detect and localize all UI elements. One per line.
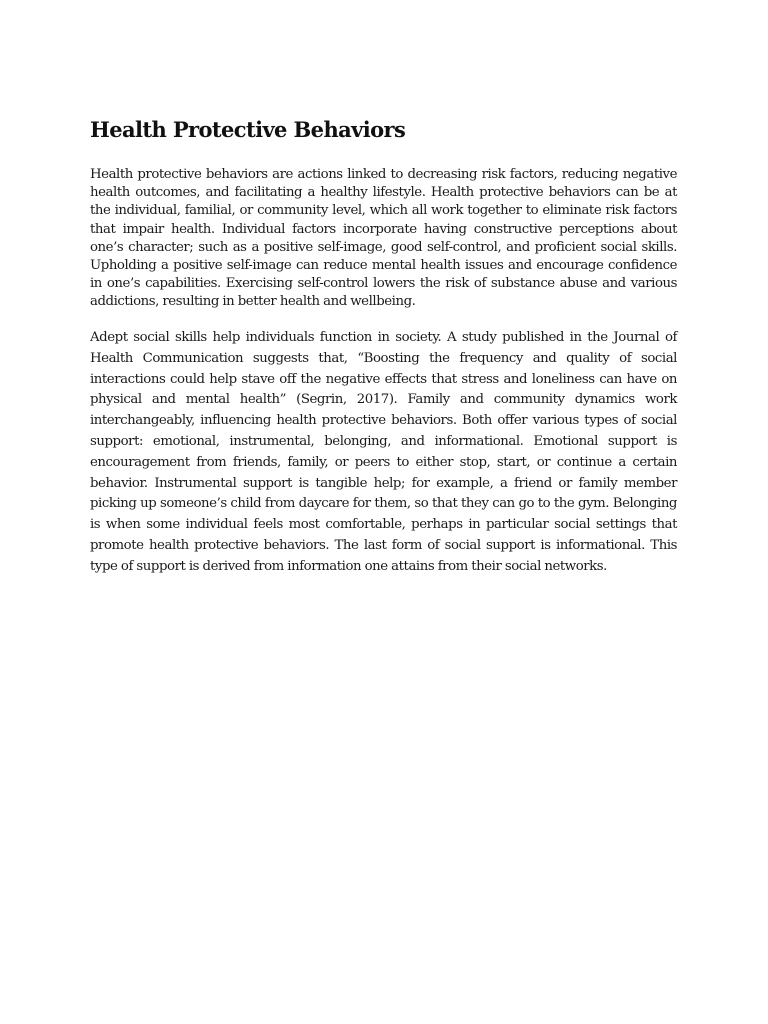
paragraph-social-skills: Adept social skills help individuals function in society. A study published in the Journal of Health Communication suggests that, “Boosting the frequency and quality of social interactions could help stave off the negative effects that stress and loneliness can have on physical and mental health” (Segrin, 2017). Family and community dynamics work interchangeably, influencing health protective behaviors. Both offer various types of social support: emotional, instrumental, belonging, and informational. Emotional support is encouragement from friends, family, or peers to either stop, start, or continue a certain behavior. Instrumental support is tangible help; for example, a friend or family member picking up someone’s child from daycare for them, so that they can go to the gym. Belonging is when some individual feels most comfortable, perhaps in particular social settings that promote health protective behaviors. The last form of social support is informational. This type of support is derived from information one attains from their social networks. [90,330,677,574]
paragraph-intro: Health protective behaviors are actions linked to decreasing risk factors, reducing negative health outcomes, and facilitating a healthy lifestyle. Health protective behaviors can be at the individual, familial, or community level, which all work together to eliminate risk factors that impair health. Individual factors incorporate having constructive perceptions about one’s character; such as a positive self-image, good self-control, and proficient social skills. Upholding a positive self-image can reduce mental health issues and encourage confidence in one’s capabilities. Exercising self-control lowers the risk of substance abuse and various addictions, resulting in better health and wellbeing. [90,167,677,310]
document-page [90,116,677,574]
document-title: Health Protective Behaviors [90,117,406,142]
